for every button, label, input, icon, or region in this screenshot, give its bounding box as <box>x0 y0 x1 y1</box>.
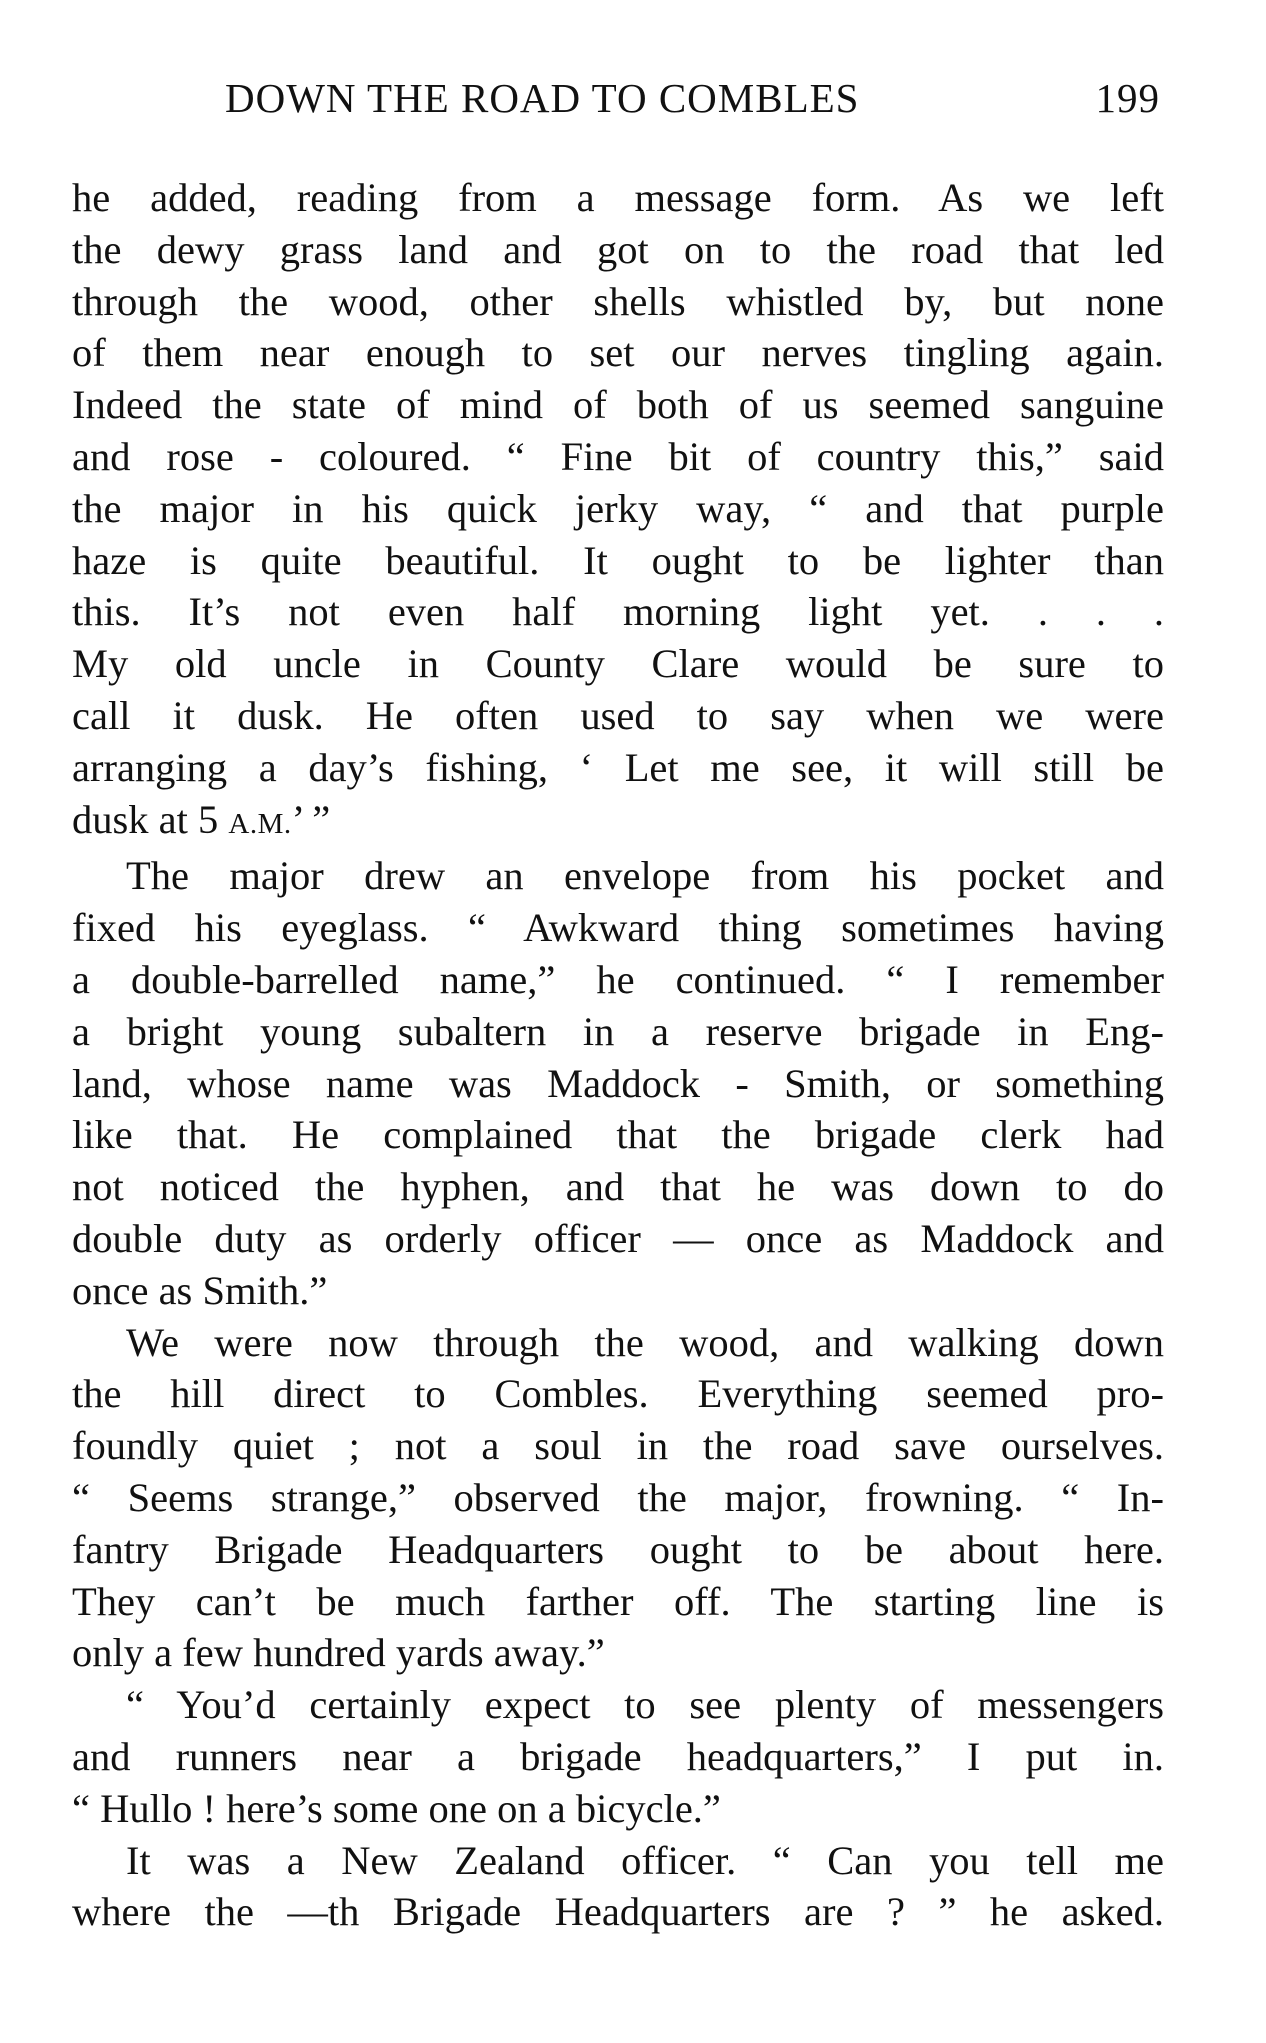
page-number: 199 <box>1095 75 1160 121</box>
text-line: and rose - coloured. “ Fine bit of country this,” said <box>72 433 1164 479</box>
paragraph-2 <box>72 850 1164 1316</box>
text-line: “ You’d certainly expect to see plenty of messengers <box>126 1682 1164 1728</box>
text-line: a double-barrelled name,” he continued. “ I remember <box>72 956 1164 1002</box>
text-line: the hill direct to Combles. Everything seemed pro- <box>72 1371 1164 1417</box>
running-title: DOWN THE ROAD TO COMBLES <box>225 75 860 121</box>
text-line: the dewy grass land and got on to the road that led <box>72 226 1164 272</box>
paragraph-4 <box>72 1679 1164 1834</box>
text-line: My old uncle in County Clare would be sure to <box>72 641 1164 687</box>
body-text <box>72 172 1164 1938</box>
paragraph-5 <box>72 1835 1164 1939</box>
text-line: he added, reading from a message form. As we left <box>72 175 1164 220</box>
text-line: fixed his eyeglass. “ Awkward thing sometimes having <box>72 905 1164 951</box>
text-line: call it dusk. He often used to say when we were <box>72 692 1164 738</box>
text-line: like that. He complained that the brigade clerk had <box>72 1112 1164 1158</box>
text-line: a bright young subaltern in a reserve brigade in Eng- <box>72 1008 1164 1054</box>
text-line: It was a New Zealand officer. “ Can you tell me <box>126 1837 1164 1883</box>
text-line: only a few hundred yards away.” <box>72 1630 605 1676</box>
text-line: land, whose name was Maddock - Smith, or something <box>72 1060 1164 1106</box>
text-line: not noticed the hyphen, and that he was down to do <box>72 1164 1164 1210</box>
running-head <box>70 74 1170 134</box>
text-line: where the —th Brigade Headquarters are ? ” he asked. <box>72 1889 1164 1935</box>
text-line: once as Smith.” <box>72 1267 328 1313</box>
text-line: “ Hullo ! here’s some one on a bicycle.” <box>72 1785 721 1831</box>
small-caps-abbreviation: A.M. <box>228 807 292 840</box>
text-line: We were now through the wood, and walking down <box>126 1319 1164 1365</box>
text-line: this. It’s not even half morning light yet. . . . <box>72 589 1164 635</box>
text-line: of them near enough to set our nerves tingling again. <box>72 330 1164 376</box>
text-line: double duty as orderly officer — once as Maddock and <box>72 1215 1164 1261</box>
text-fragment: dusk at 5 <box>72 796 229 842</box>
text-line: arranging a day’s fishing, ‘ Let me see, it will still be <box>72 744 1164 790</box>
text-line: Indeed the state of mind of both of us seemed sanguine <box>72 382 1164 428</box>
text-line: through the wood, other shells whistled by, but none <box>72 278 1164 324</box>
text-line <box>72 794 1164 851</box>
text-line: the major in his quick jerky way, “ and that purple <box>72 485 1164 531</box>
text-line: They can’t be much farther off. The starting line is <box>72 1578 1164 1624</box>
text-line: fantry Brigade Headquarters ought to be about here. <box>72 1526 1164 1572</box>
text-line: The major drew an envelope from his pocket and <box>126 853 1164 899</box>
text-line: haze is quite beautiful. It ought to be lighter than <box>72 537 1164 583</box>
text-fragment: ’ ” <box>291 796 331 842</box>
paragraph-3 <box>72 1317 1164 1680</box>
text-line: “ Seems strange,” observed the major, frowning. “ In- <box>72 1474 1164 1520</box>
text-line: foundly quiet ; not a soul in the road save ourselves. <box>72 1423 1164 1469</box>
paragraph-1 <box>72 172 1164 850</box>
text-line: and runners near a brigade headquarters,” I put in. <box>72 1733 1164 1779</box>
